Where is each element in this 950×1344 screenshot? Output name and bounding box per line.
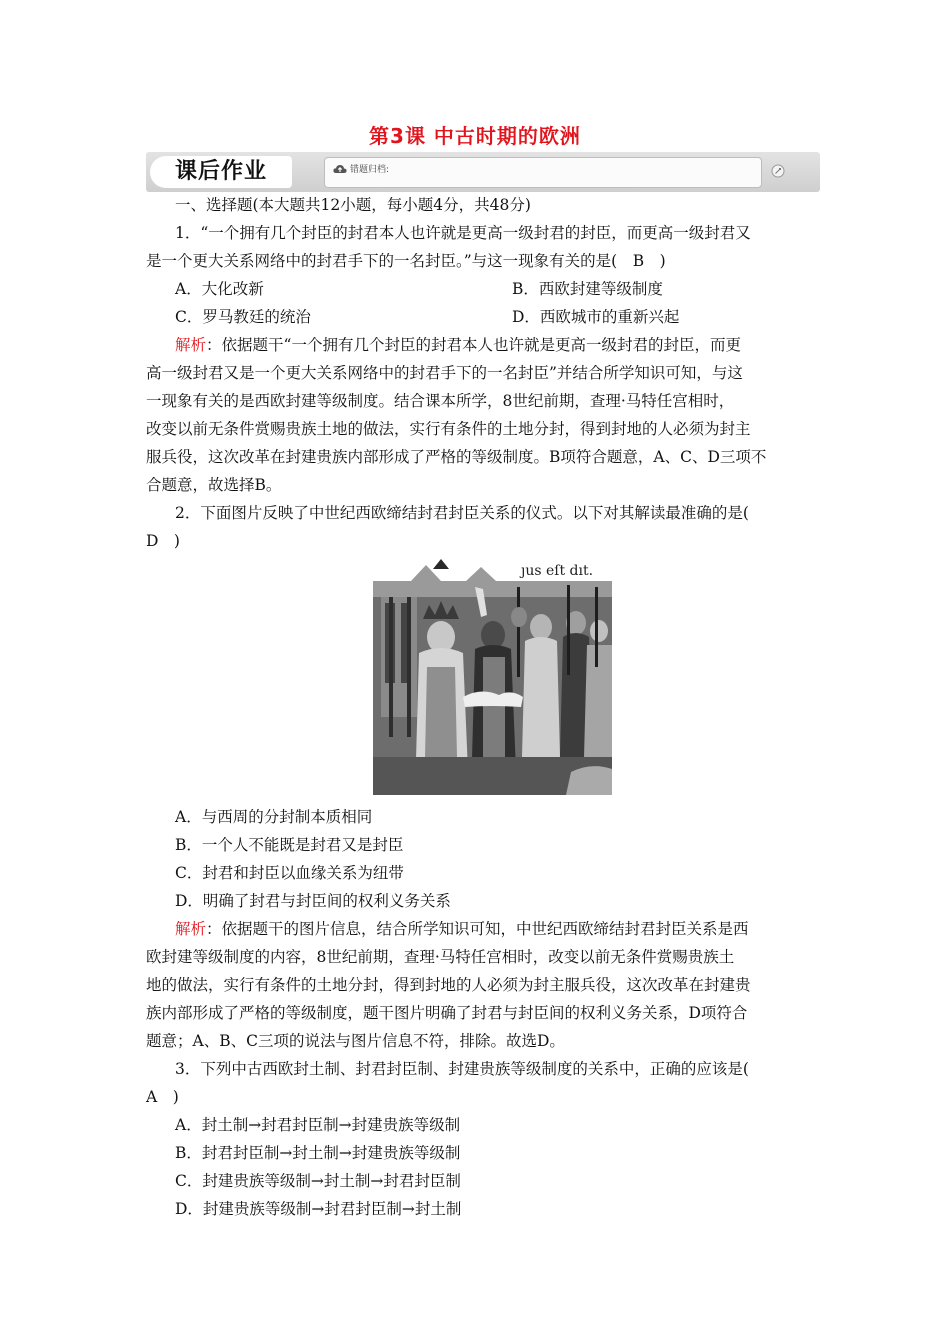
q3-option-a: A．封土制→封君封臣制→封建贵族等级制	[175, 1116, 461, 1134]
q2-option-a: A．与西周的分封制本质相同	[175, 808, 373, 826]
homage-ceremony-image	[371, 557, 614, 797]
q1-option-b: B．西欧封建等级制度	[512, 280, 663, 298]
section-heading: 一、选择题(本大题共12小题，每小题4分，共48分)	[175, 196, 531, 214]
q2-option-d: D．明确了封君与封臣间的权利义务关系	[175, 892, 451, 910]
q1-analysis-2: 高一级封君又是一个更大关系网络中的封君手下的一名封臣”并结合所学知识可知，与这	[146, 364, 743, 382]
q2-analysis-1: 解析：依据题干的图片信息，结合所学知识可知，中世纪西欧缔结封君封臣关系是西	[175, 920, 749, 938]
q1-option-d: D．西欧城市的重新兴起	[512, 308, 680, 326]
page-title: 第3课 中古时期的欧洲	[369, 124, 581, 148]
cloud-upload-icon	[333, 163, 347, 175]
q1-analysis-6: 合题意，故选择B。	[146, 476, 282, 494]
q2-analysis-2: 欧封建等级制度的内容，8世纪前期，查理·马特任宫相时，改变以前无条件赏赐贵族土	[146, 948, 735, 966]
q3-stem-1: 3．下列中古西欧封土制、封君封臣制、封建贵族等级制度的关系中，正确的应该是(	[175, 1060, 749, 1078]
q1-option-a: A．大化改新	[175, 280, 264, 298]
q3-option-d: D．封建贵族等级制→封君封臣制→封土制	[175, 1200, 462, 1218]
q2-stem-1: 2．下面图片反映了中世纪西欧缔结封君封臣关系的仪式。以下对其解读最准确的是(	[175, 504, 749, 522]
q1-analysis-3: 一现象有关的是西欧封建等级制度。结合课本所学，8世纪前期，查理·马特任宫相时，	[146, 392, 735, 410]
q1-option-c: C．罗马教廷的统治	[175, 308, 311, 326]
q1-stem-2: 是一个更大关系网络中的封君手下的一名封臣。”与这一现象有关的是( B )	[146, 252, 666, 270]
image-caption: ȷus eſt dıt.	[521, 563, 594, 579]
banner-label: 课后作业	[150, 156, 292, 188]
q3-stem-2: A )	[146, 1088, 179, 1106]
q2-option-c: C．封君和封臣以血缘关系为纽带	[175, 864, 404, 882]
q2-analysis-5: 题意；A、B、C三项的说法与图片信息不符，排除。故选D。	[146, 1032, 565, 1050]
q2-analysis-4: 族内部形成了严格的等级制度，题干图片明确了封君与封臣间的权利义务关系，D项符合	[146, 1004, 748, 1022]
q3-option-b: B．封君封臣制→封土制→封建贵族等级制	[175, 1144, 461, 1162]
field-placeholder: 错题归档:	[350, 165, 390, 175]
q3-option-c: C．封建贵族等级制→封土制→封君封臣制	[175, 1172, 461, 1190]
homework-banner	[146, 152, 820, 192]
q1-analysis-4: 改变以前无条件赏赐贵族土地的做法，实行有条件的土地分封，得到封地的人必须为封主	[146, 420, 751, 438]
q2-stem-2: D )	[146, 532, 180, 550]
q1-stem-1: 1．“一个拥有几个封臣的封君本人也许就是更高一级封君的封臣，而更高一级封君又	[175, 224, 751, 242]
analysis-tag: 解析	[175, 336, 207, 354]
q1-analysis-5: 服兵役，这次改革在封建贵族内部形成了严格的等级制度。B项符合题意，A、C、D三项不	[146, 448, 767, 466]
error-archive-field[interactable]	[324, 157, 762, 188]
q2-option-b: B．一个人不能既是封君又是封臣	[175, 836, 404, 854]
q1-analysis-1: 解析：依据题干“一个拥有几个封臣的封君本人也许就是更高一级封君的封臣，而更	[175, 336, 741, 354]
q2-analysis-3: 地的做法，实行有条件的土地分封，得到封地的人必须为封主服兵役，这次改革在封建贵	[146, 976, 751, 994]
archive-button-icon[interactable]	[771, 164, 785, 178]
analysis-tag: 解析	[175, 920, 207, 938]
